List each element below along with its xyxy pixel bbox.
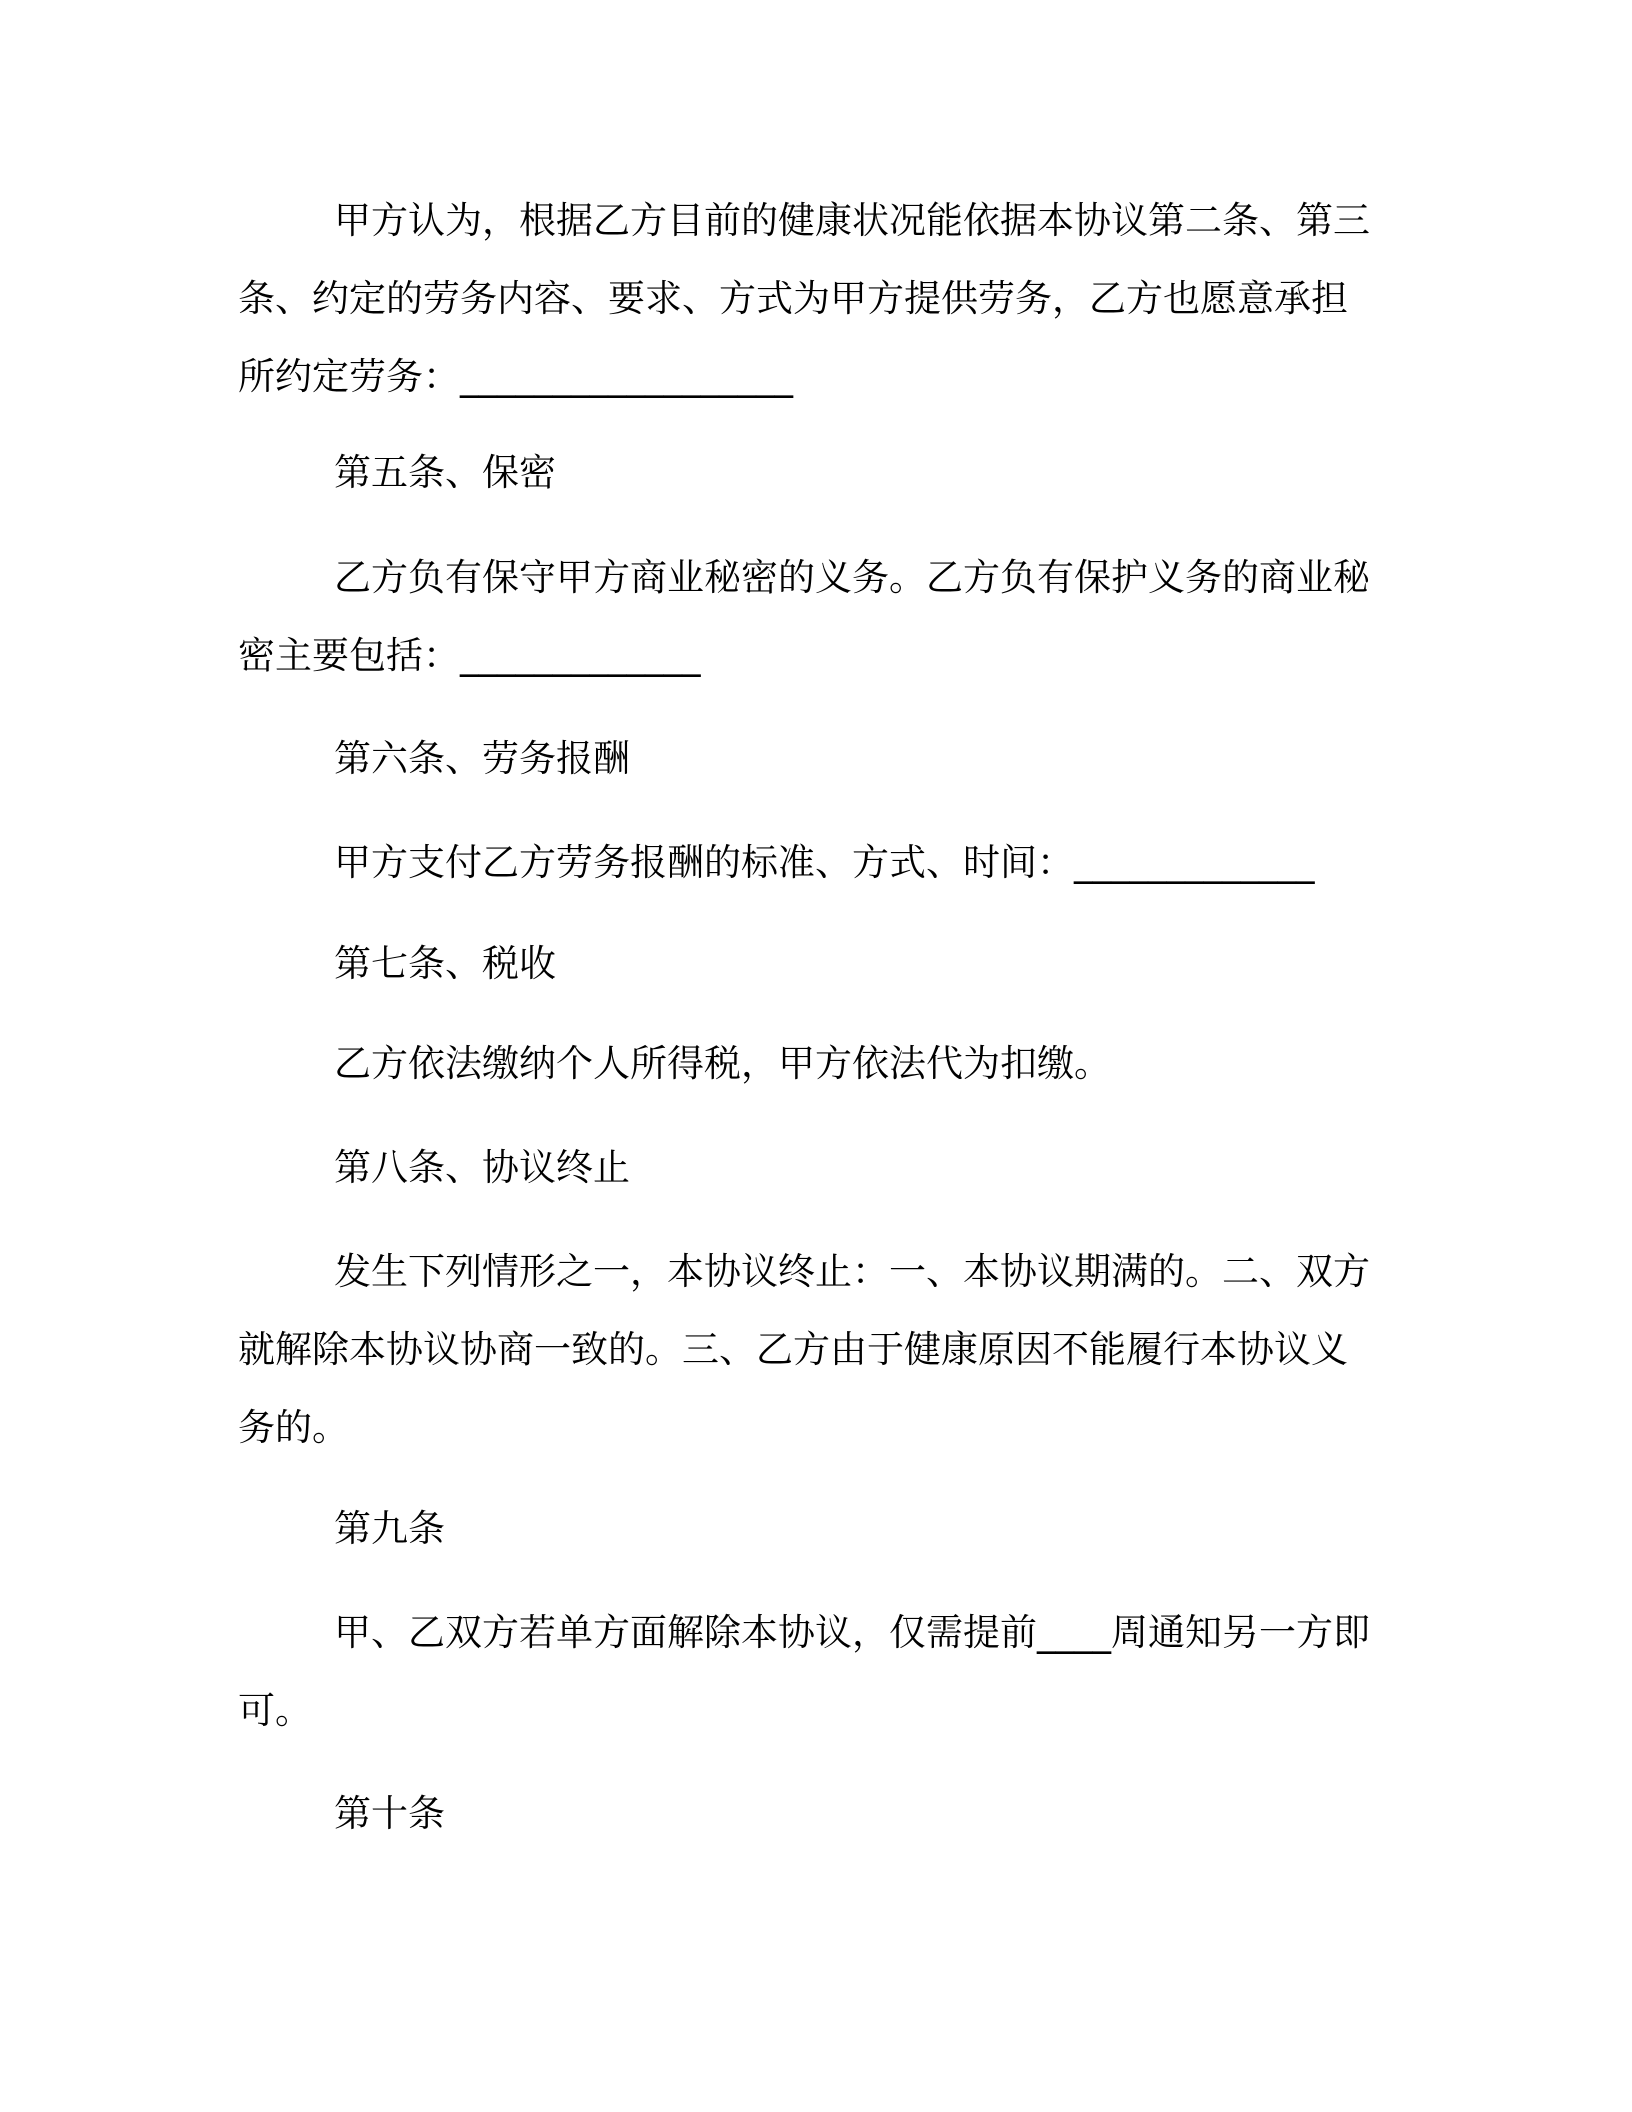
heading-article-8: 第八条、协议终止: [334, 1146, 630, 1189]
heading-article-7: 第七条、税收: [334, 942, 556, 985]
heading-article-9: 第九条: [334, 1507, 445, 1550]
heading-article-6: 第六条、劳务报酬: [334, 737, 630, 780]
paragraph-termination: 发生下列情形之一，本协议终止：一、本协议期满的。二、双方就解除本协议协商一致的。三、乙方由于健康原因不能履行本协议义务的。: [238, 1250, 1370, 1449]
heading-article-10: 第十条: [334, 1792, 445, 1835]
paragraph-tax: 乙方依法缴纳个人所得税，甲方依法代为扣缴。: [334, 1042, 1111, 1085]
paragraph-confidentiality: 乙方负有保守甲方商业秘密的义务。乙方负有保护义务的商业秘密主要包括：_____________: [238, 556, 1370, 677]
heading-article-5: 第五条、保密: [334, 451, 556, 494]
paragraph-rescission: 甲、乙双方若单方面解除本协议，仅需提前____周通知另一方即可。: [238, 1611, 1370, 1732]
paragraph-remuneration: 甲方支付乙方劳务报酬的标准、方式、时间：_____________: [334, 841, 1315, 884]
paragraph-labor-agreement: 甲方认为，根据乙方目前的健康状况能依据本协议第二条、第三条、约定的劳务内容、要求、方式为甲方提供劳务，乙方也愿意承担所约定劳务：__________________: [238, 199, 1370, 398]
